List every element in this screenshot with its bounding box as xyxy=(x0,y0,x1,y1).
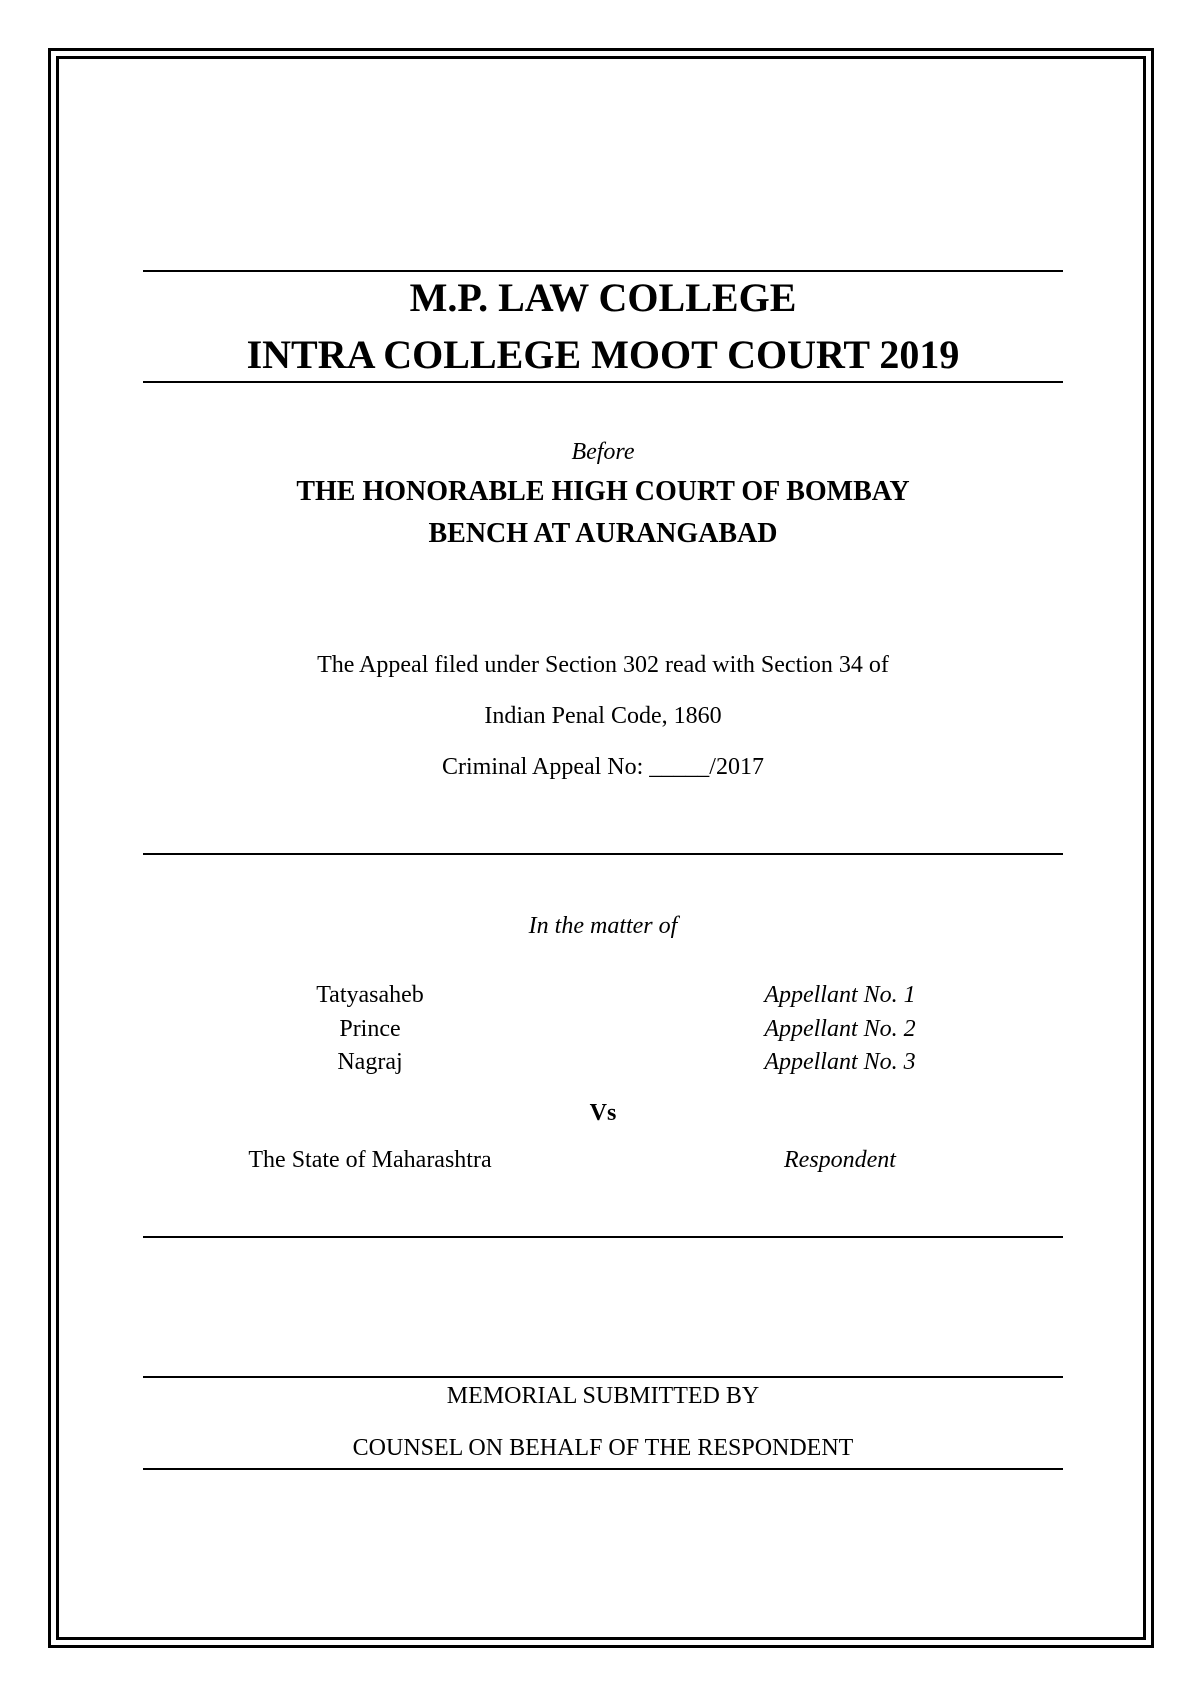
memorial-rule-top xyxy=(143,1376,1063,1378)
matter-heading: In the matter of xyxy=(528,913,678,939)
respondent-name: The State of Maharashtra xyxy=(248,1147,492,1173)
memorial-rule-bottom xyxy=(143,1468,1063,1470)
college-title: M.P. LAW COLLEGE xyxy=(409,275,797,320)
court-bench: BENCH AT AURANGABAD xyxy=(428,518,778,549)
header-rule-bottom xyxy=(143,381,1063,383)
respondent-role: Respondent xyxy=(784,1147,896,1173)
appellant-name: Tatyasaheb xyxy=(316,982,424,1008)
event-title: INTRA COLLEGE MOOT COURT 2019 xyxy=(246,332,960,377)
memorial-line-1: MEMORIAL SUBMITTED BY xyxy=(446,1383,760,1409)
appellant-name: Nagraj xyxy=(337,1049,403,1075)
appellant-role: Appellant No. 2 xyxy=(764,1016,916,1042)
appeal-line-1: The Appeal filed under Section 302 read with Section 34 of xyxy=(317,652,889,678)
appeal-number: Criminal Appeal No: _____/2017 xyxy=(442,754,764,780)
before-label: Before xyxy=(571,439,635,465)
appellant-name: Prince xyxy=(339,1016,401,1042)
appeal-line-2: Indian Penal Code, 1860 xyxy=(484,703,722,729)
appellant-role: Appellant No. 1 xyxy=(764,982,916,1008)
matter-rule-top xyxy=(143,853,1063,855)
versus-label: Vs xyxy=(589,1100,617,1126)
memorial-line-2: COUNSEL ON BEHALF OF THE RESPONDENT xyxy=(352,1435,854,1461)
court-name: THE HONORABLE HIGH COURT OF BOMBAY xyxy=(296,476,910,507)
appellant-role: Appellant No. 3 xyxy=(764,1049,916,1075)
matter-rule-bottom xyxy=(143,1236,1063,1238)
